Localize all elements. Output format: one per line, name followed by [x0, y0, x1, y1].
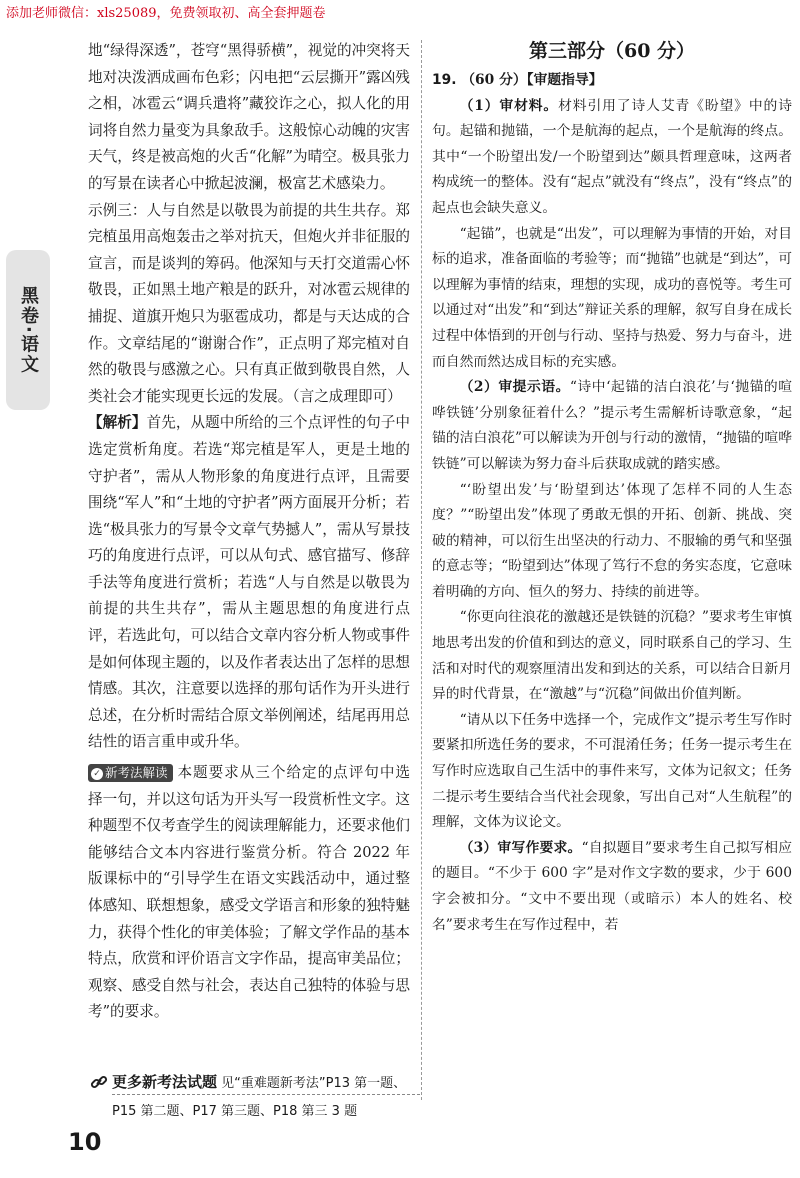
- question-header: [432, 68, 792, 94]
- more-questions-box: [90, 1070, 420, 1124]
- analysis-text: 首先，从题中所给的三个点评性的句子中选定赏析角度。若选“郑完植是军人，更是土地的守护者”，需从人物形象的角度进行点评，且需要围绕“军人”和“土地的守护者”两方面展开分析；若选“极具张力的写景令文章气势撼人”，需从写景技巧的角度进行点评，可以从句式、感官描写、修辞手法等角度进行赏析；若选“人与自然是以敬畏为前提的共生共存”，需从主题思想的角度进行点评，若选此句，可以结合文章内容分析人物或事件是如何体现主题的，以及作者表达出了怎样的思想情感。其次，注意要以选择的那句话作为开头进行总述，在分析时需结合原文举例阐述，结尾再用总结性的语言重申或升华。: [88, 414, 410, 751]
- step-3-text: “自拟题目”要求考生自己拟写相应的题目。“不少于 600 字”是对作文字数的要求，少于 600 字会被扣分。“文中不要出现（或暗示）本人的姓名、校名”要求考生在写作过程中，若: [432, 839, 793, 933]
- step-2-paragraph-3: “你更向往浪花的激越还是铁链的沉稳？”要求考生审慎地思考出发的价值和到达的意义，同时联系自己的学习、生活和对时代的观察厘清出发和到达的关系，可以结合日新月异的时代背景，在“激越”与“沉稳”间做出价值判断。: [432, 609, 792, 703]
- more-questions-title: 更多新考法试题: [112, 1073, 218, 1091]
- more-questions-ref-1: 见“重难题新考法”P13 第一题、: [221, 1076, 407, 1091]
- step-3-label: （3）审写作要求。: [459, 839, 582, 856]
- left-paragraph-2: 示例三：人与自然是以敬畏为前提的共生共存。郑完植虽用高炮轰击之举对抗天，但炮火并非征服的宣言，而是谈判的筹码。他深知与天打交道需心怀敬畏，正如黑土地产粮是的跃升，对冰雹云规律的捕捉、道旗开炮只为驱雹成功，都是与天达成的合作。文章结尾的“谢谢合作”，正点明了郑完植对自然的敬畏与感激之心。只有真正做到敬畏自然，人类社会才能实现更长远的发展。（言之成理即可）: [88, 201, 410, 405]
- new-exam-badge-label: 新考法解读: [105, 765, 168, 781]
- column-divider: [421, 40, 422, 1100]
- new-exam-paragraph: [88, 760, 410, 1026]
- side-tab-label: 黑卷·语文: [18, 285, 39, 375]
- step-3-paragraph: [432, 836, 792, 938]
- more-questions-rule: [112, 1094, 420, 1095]
- question-header-text: （60 分）【审题指导】: [461, 72, 603, 88]
- more-questions-line-1: [90, 1070, 420, 1100]
- left-paragraph-1: 地“绿得深透”，苍穹“黑得骄横”，视觉的冲突将天地对决泼洒成画布色彩；闪电把“云层撕开”露凶残之相，冰雹云“调兵遣将”藏狡诈之心，拟人化的用词将自然力量变为具象敌手。这般惊心动魄的灾害天气，终是被高炮的火舌“化解”为晴空。极具张力的写景在读者心中掀起波澜，极富艺术感染力。: [88, 42, 410, 192]
- step-2-paragraph-2: “‘盼望出发’与‘盼望到达’体现了怎样不同的人生态度？”“盼望出发”体现了勇敢无惧的开拓、创新、挑战、突破的精神，可以衍生出坚决的行动力、不服输的勇气和坚强的意志等；“盼望到达”体现了笃行不怠的务实态度，它意味着明确的方向、恒久的努力、持续的前进等。: [432, 481, 792, 600]
- checkmark-icon: ✓: [91, 768, 103, 780]
- page-number: 10: [68, 1128, 102, 1156]
- step-2-paragraph: [432, 375, 792, 477]
- step-1-label: （1）审材料。: [459, 97, 559, 114]
- left-column: [88, 38, 410, 1026]
- step-2-label: （2）审提示语。: [459, 379, 570, 396]
- question-number: 19.: [432, 72, 457, 88]
- more-questions-ref-2: P15 第二题、P17 第三题、P18 第三 3 题: [112, 1104, 358, 1119]
- step-1-paragraph: [432, 94, 792, 222]
- link-icon: [90, 1073, 108, 1100]
- step-1-paragraph-2: “起锚”，也就是“出发”，可以理解为事情的开始，对目标的追求，准备面临的考验等；而“抛锚”也就是“到达”，可以理解为事情的结束，理想的实现，成功的喜悦等。考生可以通过对“出发”和“到达”辩证关系的理解，叙写自身在成长过程中体悟到的开创与行动、坚持与热爱、努力与奋斗，进而自然而然达成目标的充实感。: [432, 225, 792, 370]
- watermark-text: 添加老师微信：xls25089，免费领取初、高全套押题卷: [6, 6, 326, 21]
- new-exam-badge: [88, 764, 173, 782]
- section-title: 第三部分（60 分）: [528, 40, 696, 62]
- analysis-paragraph: [88, 410, 410, 756]
- right-column: [432, 36, 792, 938]
- step-2-text: “诗中‘起锚的洁白浪花’与‘抛锚的喧哗铁链’分别象征着什么？”提示考生需解析诗歌意象，“起锚的洁白浪花”可以解读为开创与行动的激情，“抛锚的喧哗铁链”可以解读为努力奋斗后获取成就的踏实感。: [432, 379, 792, 472]
- analysis-label: 【解析】: [88, 414, 147, 432]
- step-1-text: 材料引用了诗人艾青《盼望》中的诗句。起锚和抛锚，一个是航海的起点，一个是航海的终点。其中“一个盼望出发/一个盼望到达”颇具哲理意味，这两者构成统一的整体。没有“起点”就没有“终点”，没有“终点”的起点也会缺失意义。: [432, 97, 792, 216]
- step-2-paragraph-4: “请从以下任务中选择一个，完成作文”提示考生写作时要紧扣所选任务的要求，不可混淆任务；任务一提示考生在写作时应选取自己生活中的事件来写，文体为记叙文；任务二提示考生要结合当代社会现象，写出自己对“人生航程”的理解，文体为议论文。: [432, 711, 792, 831]
- subject-side-tab: [6, 250, 50, 410]
- new-exam-text: 本题要求从三个给定的点评句中选择一句，并以这句话为开头写一段赏析性文字。这种题型不仅考查学生的阅读理解能力，还要求他们能够结合文本内容进行鉴赏分析。符合 2022 年版课标中的“引导学生在语文实践活动中，通过整体感知、联想想象，感受文学语言和形象的独特魅力，获得个性化的审美体验；了解文学作品的基本特点，欣赏和评价语言文字作品，提高审美品位；观察、感受自然与社会，表达自己独特的体验与思考”的要求。: [88, 764, 410, 1021]
